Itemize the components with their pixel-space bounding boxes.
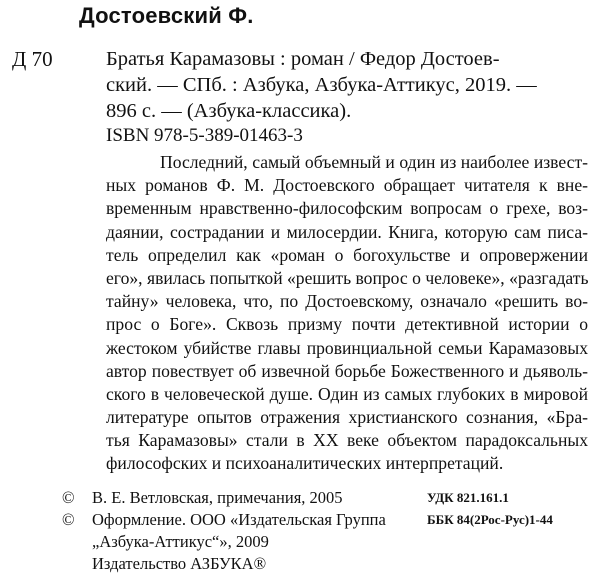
annotation-line: его», явилась попыткой «решить вопрос о человеке», «разгадать: [106, 267, 589, 288]
annotation-paragraph: [106, 151, 588, 476]
annotation-line: ского в человеческой душе. Один из самых глубоких в мировой: [106, 383, 588, 404]
bibliographic-line: ский. — СПб. : Азбука, Азбука-Аттикус, 2019. —: [106, 74, 537, 96]
copyright-symbol: ©: [62, 488, 75, 507]
annotation-line: ных романов Ф. М. Достоевского обращает читателя к вне-: [106, 175, 588, 196]
annotation-line: автор повествует об извечной борьбе Божественного и дьяволь-: [106, 360, 588, 381]
copyright-design-continued: „Азбука-Аттикус“», 2009: [92, 532, 269, 551]
udk-code: УДК 821.161.1: [427, 490, 509, 505]
annotation-line: временным нравственно-философским вопросам о грехе, воз-: [106, 198, 588, 219]
library-class-code: Д 70: [12, 47, 53, 71]
bibliographic-description: [106, 46, 584, 124]
annotation-line: прос о Боге». Сквозь призму почти детективной истории о: [106, 314, 588, 335]
copyright-notes: В. Е. Ветловская, примечания, 2005: [92, 488, 343, 507]
copyright-block: [62, 487, 422, 575]
bibliographic-line: Братья Карамазовы : роман / Федор Достоев-: [106, 48, 500, 70]
annotation-line: Последний, самый объемный и один из наиболее извест-: [160, 152, 588, 172]
annotation-line: философских и психоаналитических интерпретаций.: [106, 453, 504, 474]
annotation-line: тья Карамазовы» стали в XX веке объектом парадоксальных: [106, 430, 588, 451]
annotation-line: даянии, сострадании и милосердии. Книга, которую сам писа-: [106, 221, 588, 242]
annotation-line: тайну» человека, что, по Достоевскому, означало «решить во-: [106, 291, 588, 312]
copyright-design-row: [62, 509, 422, 531]
classification-codes: [427, 487, 553, 531]
annotation-line: жестоком убийстве главы провинциальной семьи Карамазовых: [106, 337, 588, 358]
copyright-design: Оформление. ООО «Издательская Группа: [92, 510, 386, 529]
author-heading: Достоевский Ф.: [79, 3, 254, 28]
copyright-symbol: ©: [62, 510, 75, 529]
copyright-notes-row: [62, 487, 422, 509]
publisher-name: Издательство АЗБУКА®: [92, 554, 267, 573]
bibliographic-line: 896 с. — (Азбука-классика).: [106, 100, 352, 122]
annotation-line: тель определил как «роман о богохульстве и опровержении: [106, 244, 588, 265]
annotation-line: литературе опытов отражения христианского сознания, «Бра-: [106, 407, 588, 428]
isbn: ISBN 978-5-389-01463-3: [106, 125, 303, 146]
bbk-code: ББК 84(2Рос-Рус)1-44: [427, 512, 553, 527]
